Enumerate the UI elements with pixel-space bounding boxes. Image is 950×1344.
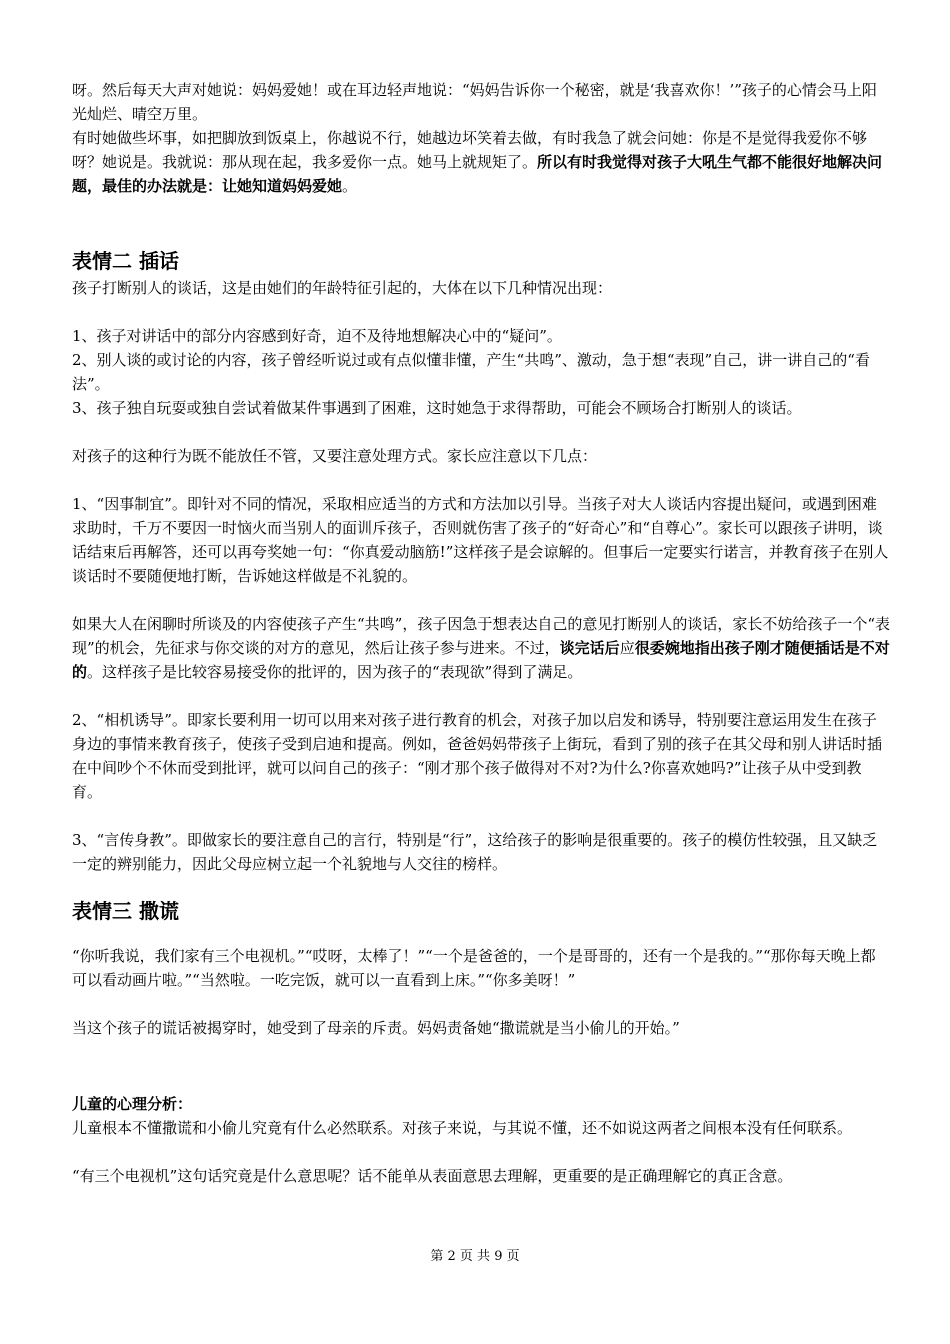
chat-bold-1: 谈完话后 xyxy=(559,639,620,657)
section2-lead: 孩子打断别人的谈话，这是由她们的年龄特征引起的，大体在以下几种情况出现： xyxy=(72,279,613,297)
section2-advice-lead: 对孩子的这种行为既不能放任不管，又要注意处理方式。家长应注意以下几点： xyxy=(72,447,598,465)
page-footer: 第 2 页 共 9 页 xyxy=(430,1249,520,1264)
intro-paragraph-1: 呀。然后每天大声对她说：妈妈爱她！或在耳边轻声地说：“妈妈告诉你一个秘密，就是‘我喜欢你！’”孩子的心情会马上阳光灿烂、晴空万里。 xyxy=(72,81,877,123)
intro-p2-text: 有时她做些坏事，如把脚放到饭桌上，你越说不行，她越边坏笑着去做，有时我急了就会问她：你是不是觉得我爱你不够呀？她说是。我就说：那从现在起，我多爱你一点。她马上就规矩了。 xyxy=(72,129,868,171)
section2-point-1: 1、“因事制宜”。即针对不同的情况，采取相应适当的方式和方法加以引导。当孩子对大人谈话内容提出疑问，或遇到困难求助时，千万不要因一时恼火而当别人的面训斥孩子，否则就伤害了孩子的“好奇心”和“自尊心”。家长可以跟孩子讲明，谈话结束后再解答，还可以再夸奖她一句：“你真爱动脑筋!”这样孩子是会谅解的。但事后一定要实行诺言，并教育孩子在别人谈话时不要随便地打断，告诉她这样做是不礼貌的。 xyxy=(72,495,889,585)
chat-end: 。这样孩子是比较容易接受你的批评的，因为孩子的“表现欲”得到了满足。 xyxy=(87,663,583,681)
chat-mid: 应 xyxy=(619,639,635,657)
section2-point-2: 2、“相机诱导”。即家长要利用一切可以用来对孩子进行教育的机会，对孩子加以启发和诱导，特别要注意运用发生在孩子身边的事情来教育孩子，使孩子受到启迪和提高。例如，爸爸妈妈带孩子上街玩，看到了别的孩子在其父母和别人讲话时插在中间吵个不休而受到批评，就可以问自己的孩子：“刚才那个孩子做得对不对?为什么?你喜欢她吗?”让孩子从中受到教育。 xyxy=(72,711,883,801)
document-page xyxy=(72,78,890,1188)
intro-paragraph-2 xyxy=(72,126,890,198)
section2-item-1: 1、孩子对讲话中的部分内容感到好奇，迫不及待地想解决心中的“疑问”。 xyxy=(72,327,562,345)
section2-chat-paragraph xyxy=(72,612,890,684)
section2-point-3: 3、“言传身教”。即做家长的要注意自己的言行，特别是“行”，这给孩子的影响是很重要的。孩子的模仿性较强，且又缺乏一定的辨别能力，因此父母应树立起一个礼貌地与人交往的榜样。 xyxy=(72,831,878,873)
intro-p2-bold: 所以有时我觉得对孩子大吼生气都不能很好地解决问题，最佳的办法就是：让她知道妈妈爱她 xyxy=(72,153,883,195)
section2-item-3: 3、孩子独自玩耍或独自尝试着做某件事遇到了困难，这时她急于求得帮助，可能会不顾场合打断别人的谈话。 xyxy=(72,399,802,417)
analysis-heading: 儿童的心理分析： xyxy=(72,1095,193,1113)
section2-item-2: 2、别人谈的或讨论的内容，孩子曾经听说过或有点似懂非懂，产生“共鸣”、激动，急于想“表现”自己，讲一讲自己的“看法”。 xyxy=(72,351,870,393)
section2-heading: 表情二 插话 xyxy=(72,249,179,273)
analysis-paragraph-2: “有三个电视机”这句话究竟是什么意思呢？话不能单从表面意思去理解，更重要的是正确理解它的真正含意。 xyxy=(72,1167,793,1185)
chat-text: 如果大人在闲聊时所谈及的内容使孩子产生“共鸣”，孩子因急于想表达自己的意见打断别人的谈话，家长不妨给孩子一个“表现”的机会，先征求与你交谈的对方的意见，然后让孩子参与进来。不过， xyxy=(72,615,891,657)
section3-dialogue: “你听我说，我们家有三个电视机。”“哎呀，太棒了！”“一个是爸爸的，一个是哥哥的，还有一个是我的。”“那你每天晚上都可以看动画片啦。”“当然啦。一吃完饭，就可以一直看到上床。”“你多美呀！” xyxy=(72,947,876,989)
section3-heading: 表情三 撒谎 xyxy=(72,899,179,923)
intro-p2-end: 。 xyxy=(342,177,358,195)
analysis-paragraph-1: 儿童根本不懂撒谎和小偷儿究竟有什么必然联系。对孩子来说，与其说不懂，还不如说这两者之间根本没有任何联系。 xyxy=(72,1119,853,1137)
chat-bold-2: 很委婉地指出孩子刚才随便插话是不对的 xyxy=(72,639,890,681)
section3-result: 当这个孩子的谎话被揭穿时，她受到了母亲的斥责。妈妈责备她“撒谎就是当小偷儿的开始。” xyxy=(72,1019,680,1037)
